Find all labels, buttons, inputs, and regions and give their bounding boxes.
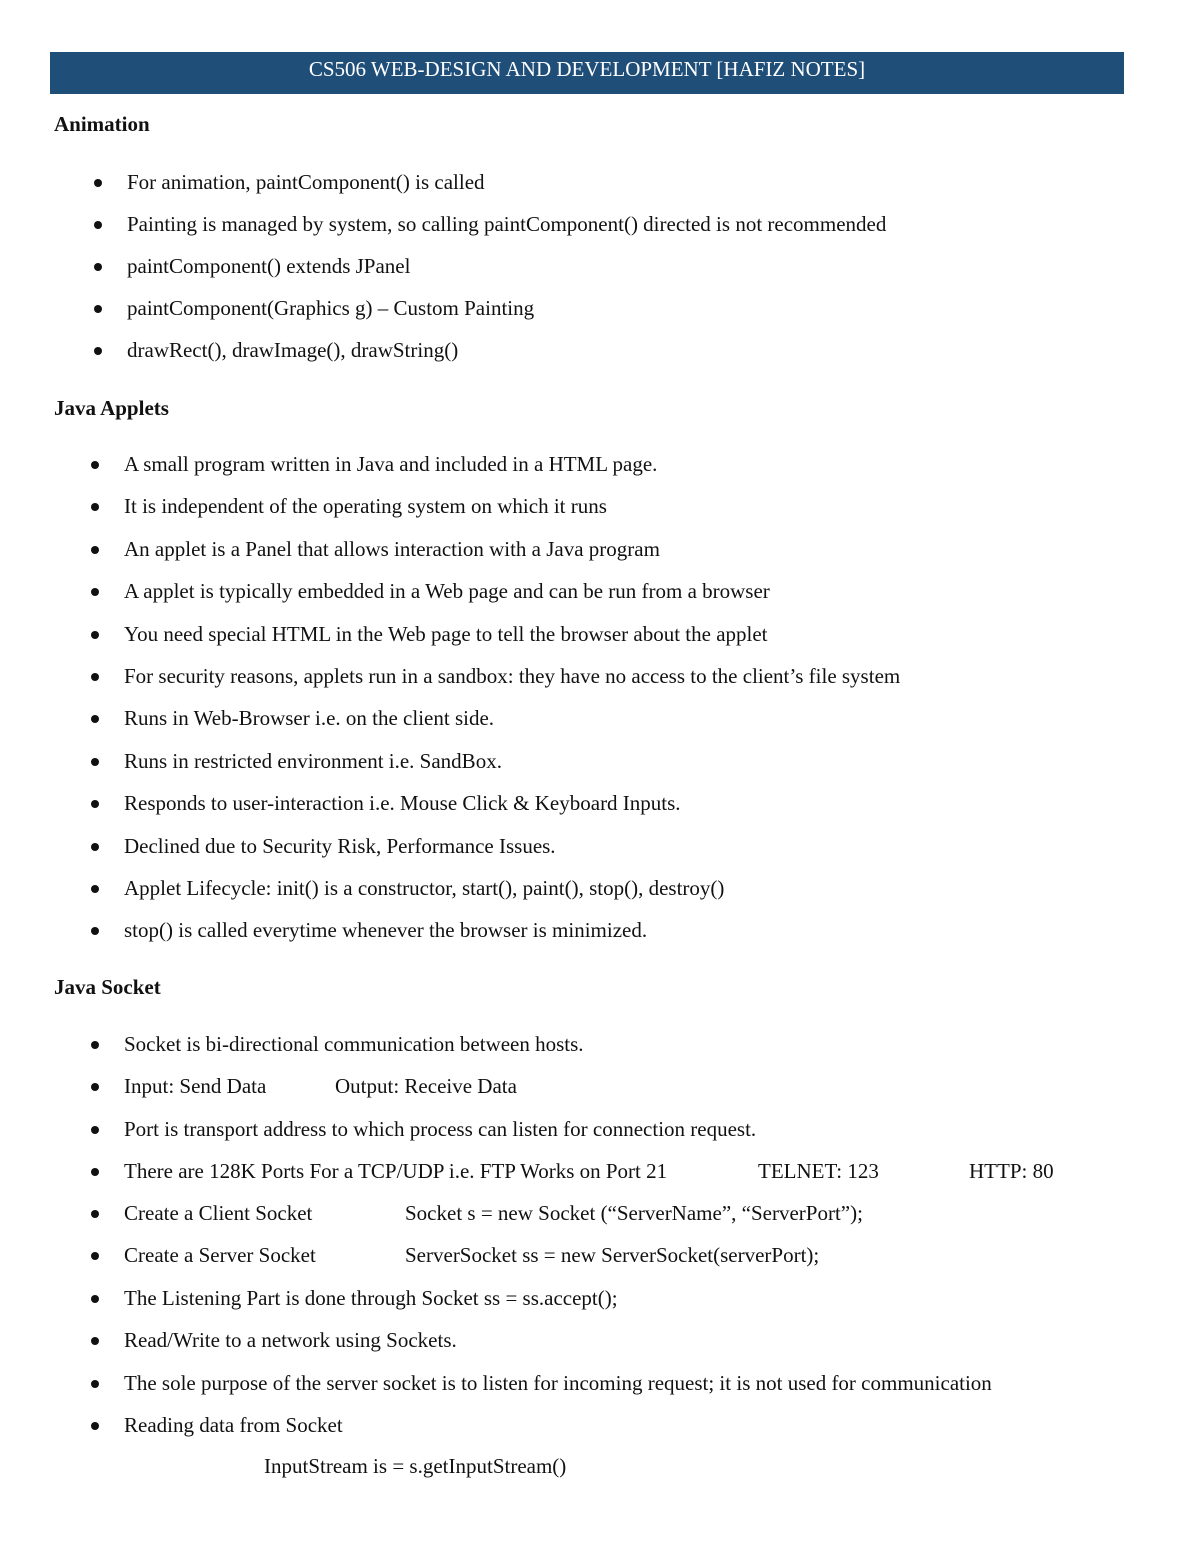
bullet-icon — [91, 758, 99, 766]
ftp-port-text: There are 128K Ports For a TCP/UDP i.e. FTP Works on Port 21 — [124, 1159, 668, 1183]
bullet-icon — [91, 631, 99, 639]
bullet-icon — [91, 715, 99, 723]
telnet-port-text: TELNET: 123 — [758, 1159, 879, 1183]
list-item: Declined due to Security Risk, Performance Issues. — [124, 834, 556, 858]
bullet-icon — [91, 1168, 99, 1176]
bullet-icon — [91, 1252, 99, 1260]
client-socket-code: Socket s = new Socket (“ServerName”, “ServerPort”); — [405, 1201, 863, 1225]
bullet-icon — [91, 800, 99, 808]
bullet-icon — [94, 305, 102, 313]
document-title: CS506 WEB-DESIGN AND DEVELOPMENT [HAFIZ NOTES] — [308, 57, 866, 81]
list-item: Socket is bi-directional communication between hosts. — [124, 1032, 584, 1056]
bullet-icon — [91, 1380, 99, 1388]
list-item: The Listening Part is done through Socket ss = ss.accept(); — [124, 1286, 618, 1310]
bullet-icon — [91, 1210, 99, 1218]
list-item: For animation, paintComponent() is called — [127, 170, 485, 194]
list-item: paintComponent() extends JPanel — [127, 254, 411, 278]
list-item: For security reasons, applets run in a sandbox: they have no access to the client’s file system — [124, 664, 901, 688]
list-item: A applet is typically embedded in a Web page and can be run from a browser — [124, 579, 770, 603]
bullet-icon — [91, 461, 99, 469]
list-item: An applet is a Panel that allows interaction with a Java program — [124, 537, 660, 561]
bullet-icon — [91, 673, 99, 681]
section-heading-java-socket: Java Socket — [54, 975, 161, 999]
list-item: Port is transport address to which process can listen for connection request. — [124, 1117, 757, 1141]
server-socket-code: ServerSocket ss = new ServerSocket(serverPort); — [405, 1243, 820, 1267]
list-item: A small program written in Java and included in a HTML page. — [124, 452, 658, 476]
list-item: stop() is called everytime whenever the browser is minimized. — [124, 918, 648, 942]
list-item: Runs in restricted environment i.e. SandBox. — [124, 749, 502, 773]
section-heading-animation: Animation — [54, 112, 150, 136]
bullet-icon — [91, 1126, 99, 1134]
server-socket-label: Create a Server Socket — [124, 1243, 316, 1267]
bullet-icon — [91, 843, 99, 851]
list-item: paintComponent(Graphics g) – Custom Painting — [127, 296, 535, 320]
list-item: drawRect(), drawImage(), drawString() — [127, 338, 459, 362]
bullet-icon — [91, 1337, 99, 1345]
list-item: The sole purpose of the server socket is to listen for incoming request; it is not used for communication — [124, 1371, 992, 1395]
list-item: Applet Lifecycle: init() is a constructor, start(), paint(), stop(), destroy() — [124, 876, 725, 900]
list-item: Reading data from Socket — [124, 1413, 343, 1437]
list-item: It is independent of the operating system on which it runs — [124, 494, 607, 518]
bullet-icon — [91, 588, 99, 596]
bullet-icon — [94, 263, 102, 271]
http-port-text: HTTP: 80 — [969, 1159, 1054, 1183]
list-item: Read/Write to a network using Sockets. — [124, 1328, 457, 1352]
bullet-icon — [94, 347, 102, 355]
bullet-icon — [91, 1041, 99, 1049]
client-socket-label: Create a Client Socket — [124, 1201, 313, 1225]
list-item: Runs in Web-Browser i.e. on the client side. — [124, 706, 495, 730]
bullet-icon — [91, 1422, 99, 1430]
bullet-icon — [94, 179, 102, 187]
bullet-icon — [91, 1295, 99, 1303]
output-label: Output: Receive Data — [335, 1074, 517, 1098]
bullet-icon — [91, 546, 99, 554]
document-title-bar — [50, 52, 1124, 94]
code-line: InputStream is = s.getInputStream() — [264, 1454, 567, 1478]
bullet-icon — [91, 503, 99, 511]
section-heading-java-applets: Java Applets — [54, 396, 169, 420]
bullet-icon — [91, 927, 99, 935]
list-item: Painting is managed by system, so calling paintComponent() directed is not recommended — [127, 212, 887, 236]
list-item: You need special HTML in the Web page to tell the browser about the applet — [124, 622, 768, 646]
list-item: Responds to user-interaction i.e. Mouse Click & Keyboard Inputs. — [124, 791, 681, 815]
input-label: Input: Send Data — [124, 1074, 267, 1098]
bullet-icon — [91, 1083, 99, 1091]
bullet-icon — [91, 885, 99, 893]
bullet-icon — [94, 221, 102, 229]
